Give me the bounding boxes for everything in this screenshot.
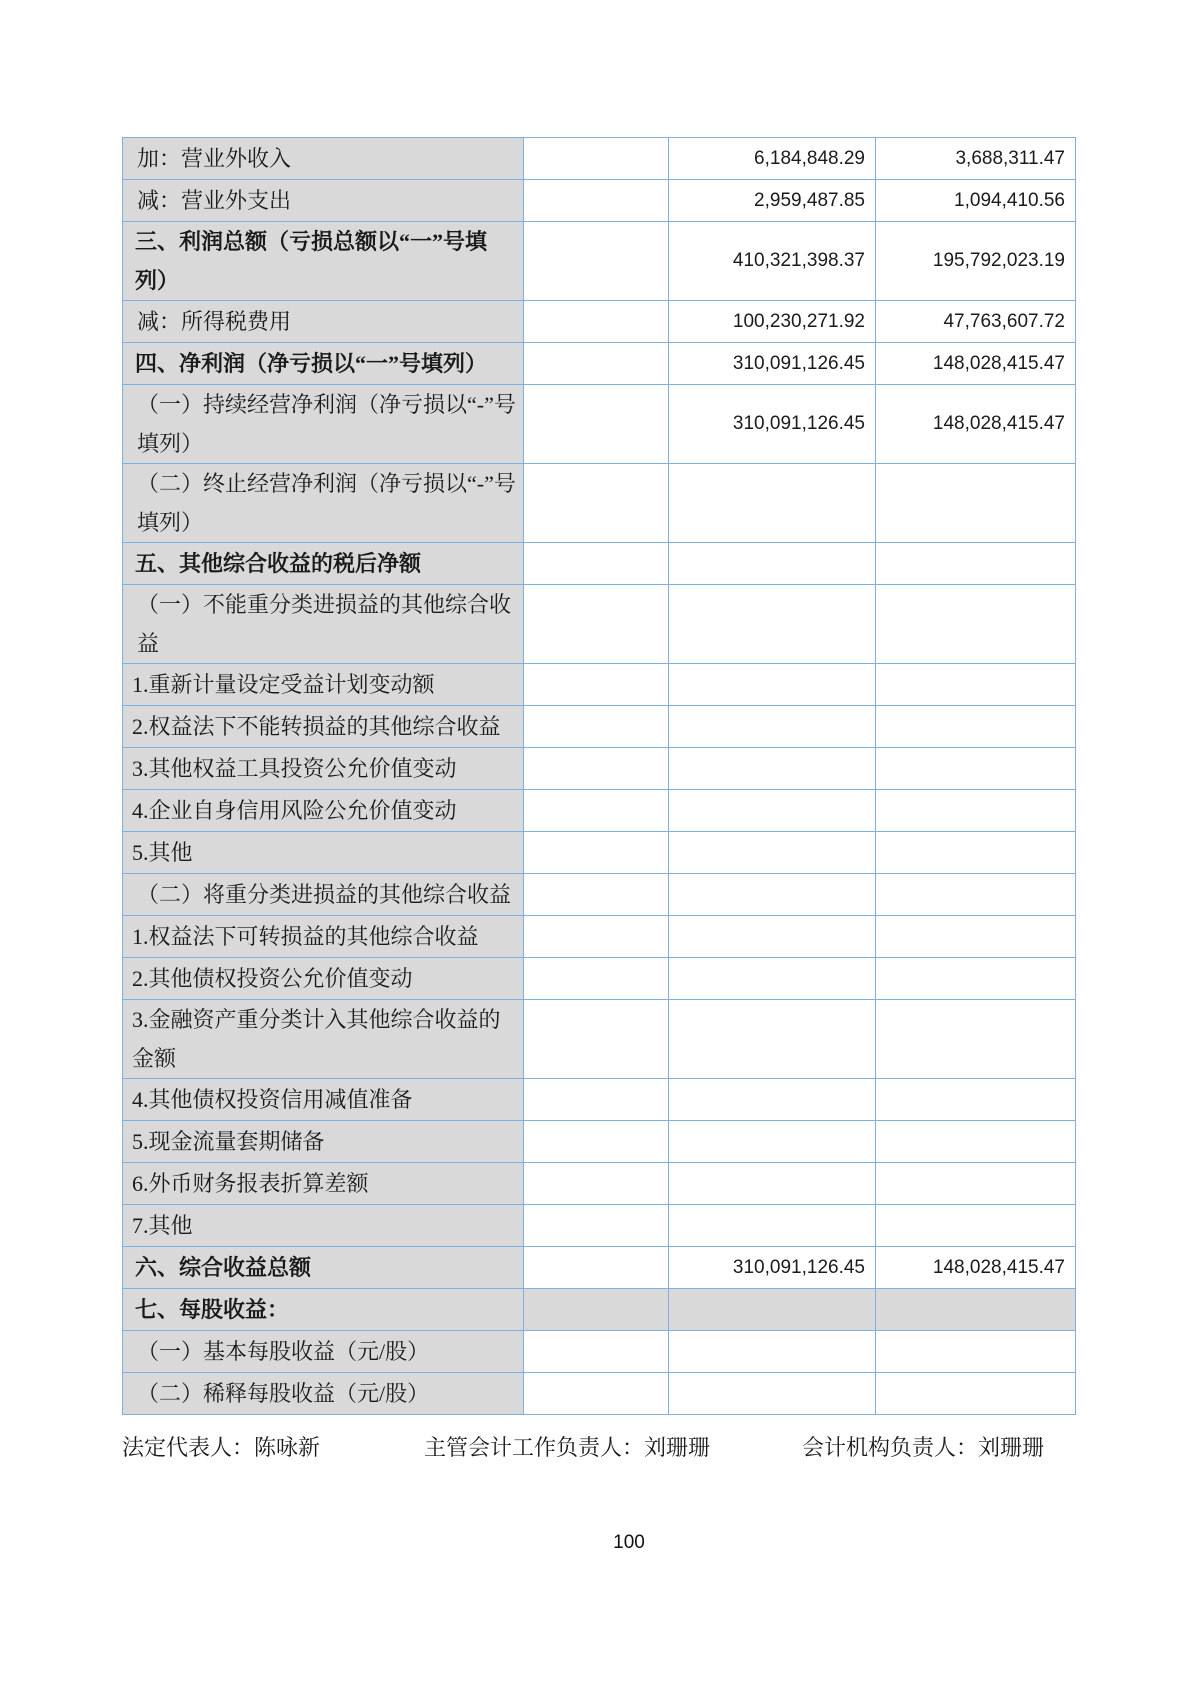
note-cell xyxy=(524,1121,669,1163)
amount-current-period: 2,959,487.85 xyxy=(669,180,876,222)
row-label: 7.其他 xyxy=(123,1205,524,1247)
amount-prior-period xyxy=(876,1000,1076,1079)
table-row xyxy=(123,543,1076,585)
table-body xyxy=(123,138,1076,1415)
row-label: 1.权益法下可转损益的其他综合收益 xyxy=(123,916,524,958)
amount-current-period: 100,230,271.92 xyxy=(669,301,876,343)
amount-prior-period xyxy=(876,874,1076,916)
row-label: 4.其他债权投资信用减值准备 xyxy=(123,1079,524,1121)
amount-prior-period xyxy=(876,790,1076,832)
note-cell xyxy=(524,543,669,585)
row-label: 3.其他权益工具投资公允价值变动 xyxy=(123,748,524,790)
amount-prior-period xyxy=(876,464,1076,543)
table-row xyxy=(123,1331,1076,1373)
amount-current-period xyxy=(669,958,876,1000)
amount-current-period xyxy=(669,543,876,585)
table-row xyxy=(123,832,1076,874)
amount-current-period: 310,091,126.45 xyxy=(669,343,876,385)
table-row xyxy=(123,1121,1076,1163)
table-row xyxy=(123,1205,1076,1247)
note-cell xyxy=(524,138,669,180)
amount-current-period xyxy=(669,464,876,543)
note-cell xyxy=(524,1079,669,1121)
row-label: 2.其他债权投资公允价值变动 xyxy=(123,958,524,1000)
amount-prior-period xyxy=(876,706,1076,748)
table-row xyxy=(123,1163,1076,1205)
row-label: 减：所得税费用 xyxy=(123,301,524,343)
row-label: 3.金融资产重分类计入其他综合收益的金额 xyxy=(123,1000,524,1079)
note-cell xyxy=(524,1000,669,1079)
income-statement-table xyxy=(122,137,1076,1415)
row-label: 5.现金流量套期储备 xyxy=(123,1121,524,1163)
table-row xyxy=(123,585,1076,664)
accounting-head: 会计机构负责人：刘珊珊 xyxy=(802,1435,1045,1460)
note-cell xyxy=(524,916,669,958)
table-row xyxy=(123,790,1076,832)
amount-prior-period xyxy=(876,1289,1076,1331)
row-label: 加：营业外收入 xyxy=(123,138,524,180)
table-row xyxy=(123,180,1076,222)
row-label: （一）不能重分类进损益的其他综合收益 xyxy=(123,585,524,664)
row-label: （二）稀释每股收益（元/股） xyxy=(123,1373,524,1415)
amount-current-period xyxy=(669,748,876,790)
note-cell xyxy=(524,706,669,748)
amount-current-period: 410,321,398.37 xyxy=(669,222,876,301)
amount-current-period xyxy=(669,1079,876,1121)
amount-prior-period xyxy=(876,585,1076,664)
amount-current-period xyxy=(669,706,876,748)
table-row xyxy=(123,916,1076,958)
note-cell xyxy=(524,585,669,664)
table-row xyxy=(123,1289,1076,1331)
page-number: 100 xyxy=(613,1532,645,1553)
note-cell xyxy=(524,180,669,222)
row-label: （二）终止经营净利润（净亏损以“-”号填列） xyxy=(123,464,524,543)
amount-prior-period xyxy=(876,1205,1076,1247)
amount-prior-period xyxy=(876,958,1076,1000)
row-label: （一）基本每股收益（元/股） xyxy=(123,1331,524,1373)
table-row xyxy=(123,664,1076,706)
table-row xyxy=(123,1079,1076,1121)
note-cell xyxy=(524,664,669,706)
amount-current-period xyxy=(669,1331,876,1373)
row-label: 三、利润总额（亏损总额以“一”号填列） xyxy=(123,222,524,301)
row-label: 1.重新计量设定受益计划变动额 xyxy=(123,664,524,706)
amount-prior-period: 3,688,311.47 xyxy=(876,138,1076,180)
row-label: 6.外币财务报表折算差额 xyxy=(123,1163,524,1205)
signature-line xyxy=(0,1431,1200,1461)
note-cell xyxy=(524,958,669,1000)
row-label: 减：营业外支出 xyxy=(123,180,524,222)
table-row xyxy=(123,301,1076,343)
table-row xyxy=(123,222,1076,301)
table-row xyxy=(123,958,1076,1000)
amount-prior-period xyxy=(876,748,1076,790)
row-label: 4.企业自身信用风险公允价值变动 xyxy=(123,790,524,832)
note-cell xyxy=(524,1373,669,1415)
amount-current-period xyxy=(669,832,876,874)
row-label: 七、每股收益： xyxy=(123,1289,524,1331)
amount-current-period xyxy=(669,1000,876,1079)
table-row xyxy=(123,748,1076,790)
table-row xyxy=(123,1000,1076,1079)
note-cell xyxy=(524,874,669,916)
table-row xyxy=(123,385,1076,464)
amount-current-period xyxy=(669,1205,876,1247)
note-cell xyxy=(524,222,669,301)
table-row xyxy=(123,1247,1076,1289)
note-cell xyxy=(524,385,669,464)
row-label: （二）将重分类进损益的其他综合收益 xyxy=(123,874,524,916)
amount-prior-period xyxy=(876,1121,1076,1163)
legal-representative: 法定代表人：陈咏新 xyxy=(122,1435,321,1460)
row-label: 五、其他综合收益的税后净额 xyxy=(123,543,524,585)
amount-prior-period xyxy=(876,916,1076,958)
amount-prior-period xyxy=(876,1331,1076,1373)
note-cell xyxy=(524,1247,669,1289)
amount-current-period: 310,091,126.45 xyxy=(669,1247,876,1289)
table-row xyxy=(123,706,1076,748)
table-row xyxy=(123,1373,1076,1415)
note-cell xyxy=(524,748,669,790)
note-cell xyxy=(524,1205,669,1247)
amount-prior-period xyxy=(876,1079,1076,1121)
note-cell xyxy=(524,301,669,343)
row-label: 2.权益法下不能转损益的其他综合收益 xyxy=(123,706,524,748)
note-cell xyxy=(524,832,669,874)
table-row xyxy=(123,464,1076,543)
amount-current-period: 310,091,126.45 xyxy=(669,385,876,464)
amount-current-period xyxy=(669,916,876,958)
amount-current-period: 6,184,848.29 xyxy=(669,138,876,180)
amount-prior-period: 47,763,607.72 xyxy=(876,301,1076,343)
amount-current-period xyxy=(669,790,876,832)
amount-current-period xyxy=(669,1121,876,1163)
table-row xyxy=(123,874,1076,916)
row-label: 四、净利润（净亏损以“一”号填列） xyxy=(123,343,524,385)
note-cell xyxy=(524,1163,669,1205)
amount-current-period xyxy=(669,664,876,706)
amount-prior-period: 148,028,415.47 xyxy=(876,1247,1076,1289)
amount-prior-period: 195,792,023.19 xyxy=(876,222,1076,301)
amount-current-period xyxy=(669,1163,876,1205)
amount-current-period xyxy=(669,1289,876,1331)
note-cell xyxy=(524,343,669,385)
table-row xyxy=(123,343,1076,385)
chief-accountant: 主管会计工作负责人：刘珊珊 xyxy=(424,1435,711,1460)
amount-prior-period xyxy=(876,1373,1076,1415)
row-label: 六、综合收益总额 xyxy=(123,1247,524,1289)
note-cell xyxy=(524,1331,669,1373)
note-cell xyxy=(524,464,669,543)
note-cell xyxy=(524,790,669,832)
amount-prior-period xyxy=(876,664,1076,706)
amount-prior-period: 1,094,410.56 xyxy=(876,180,1076,222)
row-label: （一）持续经营净利润（净亏损以“-”号填列） xyxy=(123,385,524,464)
amount-prior-period xyxy=(876,832,1076,874)
amount-prior-period: 148,028,415.47 xyxy=(876,385,1076,464)
table-row xyxy=(123,138,1076,180)
amount-prior-period xyxy=(876,1163,1076,1205)
amount-current-period xyxy=(669,874,876,916)
amount-prior-period: 148,028,415.47 xyxy=(876,343,1076,385)
amount-current-period xyxy=(669,1373,876,1415)
row-label: 5.其他 xyxy=(123,832,524,874)
amount-prior-period xyxy=(876,543,1076,585)
note-cell xyxy=(524,1289,669,1331)
amount-current-period xyxy=(669,585,876,664)
